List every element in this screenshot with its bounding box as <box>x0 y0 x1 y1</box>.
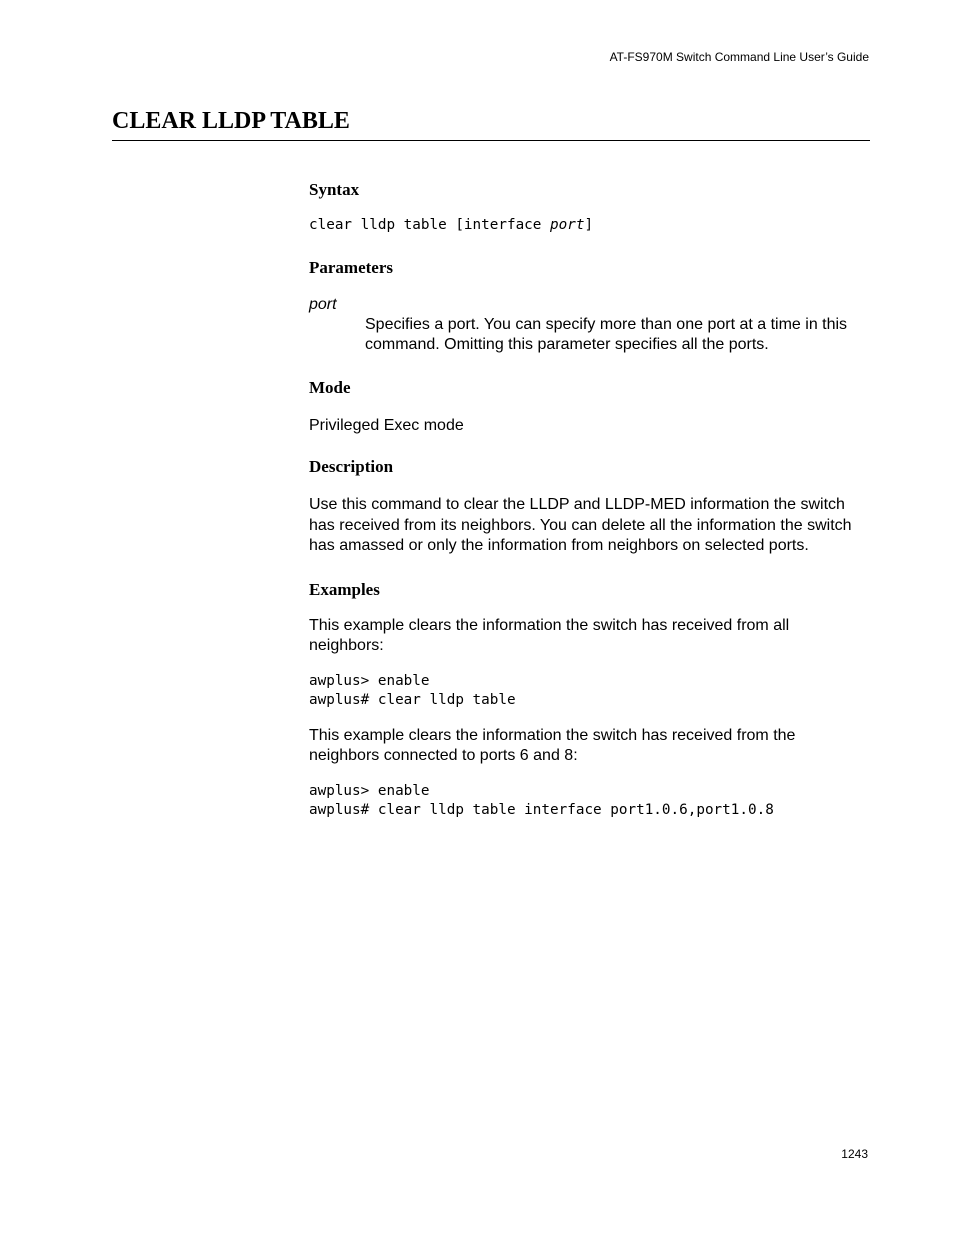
example-1-text: This example clears the information the switch has received from all neighbors: <box>309 616 790 654</box>
syntax-command-text: clear lldp table [interface <box>309 217 551 233</box>
parameters-heading: Parameters <box>309 257 394 277</box>
example-1-code <box>309 672 870 711</box>
mode-heading: Mode <box>309 377 351 397</box>
description-heading: Description <box>309 457 394 476</box>
syntax-heading: Syntax <box>309 180 360 199</box>
example-2-text: This example clears the information the switch has received from the neighbors connected to ports 6 and 8: <box>309 726 796 764</box>
code-line: awplus# clear lldp table <box>309 692 516 708</box>
page-number: 1243 <box>841 1147 868 1161</box>
parameter-name: port <box>309 295 337 313</box>
mode-text: Privileged Exec mode <box>309 416 464 434</box>
code-line: awplus> enable <box>309 672 430 689</box>
syntax-placeholder: port <box>550 217 585 233</box>
code-line: awplus# clear lldp table interface port1.0.6,port1.0.8 <box>309 802 774 818</box>
title-rule <box>112 140 870 141</box>
examples-heading: Examples <box>309 579 380 599</box>
content-column <box>309 178 870 821</box>
parameter-description: Specifies a port. You can specify more than one port at a time in this command. Omitting this parameter specifies all the ports. <box>365 315 848 353</box>
description-text: Use this command to clear the LLDP and LLDP-MED information the switch has received from its neighbors. You can delete all the information the switch has amassed or only the information from neighbors on selected ports. <box>309 496 852 554</box>
syntax-command <box>309 216 870 236</box>
example-2-code <box>309 782 870 821</box>
running-header: AT-FS970M Switch Command Line User’s Guide <box>609 50 869 64</box>
syntax-suffix: ] <box>584 217 594 233</box>
code-line: awplus> enable <box>309 782 430 799</box>
page-title: CLEAR LLDP TABLE <box>112 108 350 134</box>
